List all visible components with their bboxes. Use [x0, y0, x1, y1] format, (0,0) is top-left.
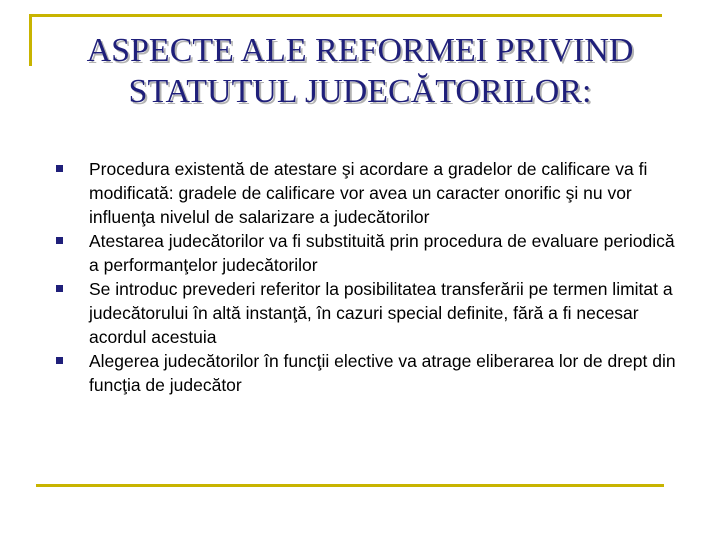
decorative-bottom-line — [36, 484, 664, 487]
slide-title — [30, 30, 690, 112]
bullet-text: Procedura existentă de atestare şi acordare a gradelor de calificare va fi modificată: gradele de calificare vor avea un caracter onorific şi nu vor influenţa nivelul de salarizare a judecătorilor — [89, 159, 648, 227]
slide-title-line-2: STATUTUL JUDECĂTORILOR: — [128, 73, 592, 110]
bullet-item — [56, 277, 686, 349]
bullet-text: Alegerea judecătorilor în funcţii elective va atrage eliberarea lor de drept din funcţia de judecător — [89, 351, 676, 395]
square-bullet-icon — [56, 285, 63, 292]
square-bullet-icon — [56, 237, 63, 244]
bullet-item — [56, 229, 686, 277]
square-bullet-icon — [56, 357, 63, 364]
bullet-text: Se introduc prevederi referitor la posibilitatea transferării pe termen limitat a judecătorului în altă instanţă, în cazuri special definite, fără a fi necesar acordul acestuia — [89, 279, 673, 347]
slide-title-line-1: ASPECTE ALE REFORMEI PRIVIND — [86, 32, 634, 69]
bullet-item — [56, 157, 686, 229]
bullet-list — [56, 157, 686, 397]
bullet-text: Atestarea judecătorilor va fi substituită prin procedura de evaluare periodică a performanţelor judecătorilor — [89, 231, 675, 275]
decorative-top-line — [29, 14, 662, 17]
bullet-item — [56, 349, 686, 397]
square-bullet-icon — [56, 165, 63, 172]
